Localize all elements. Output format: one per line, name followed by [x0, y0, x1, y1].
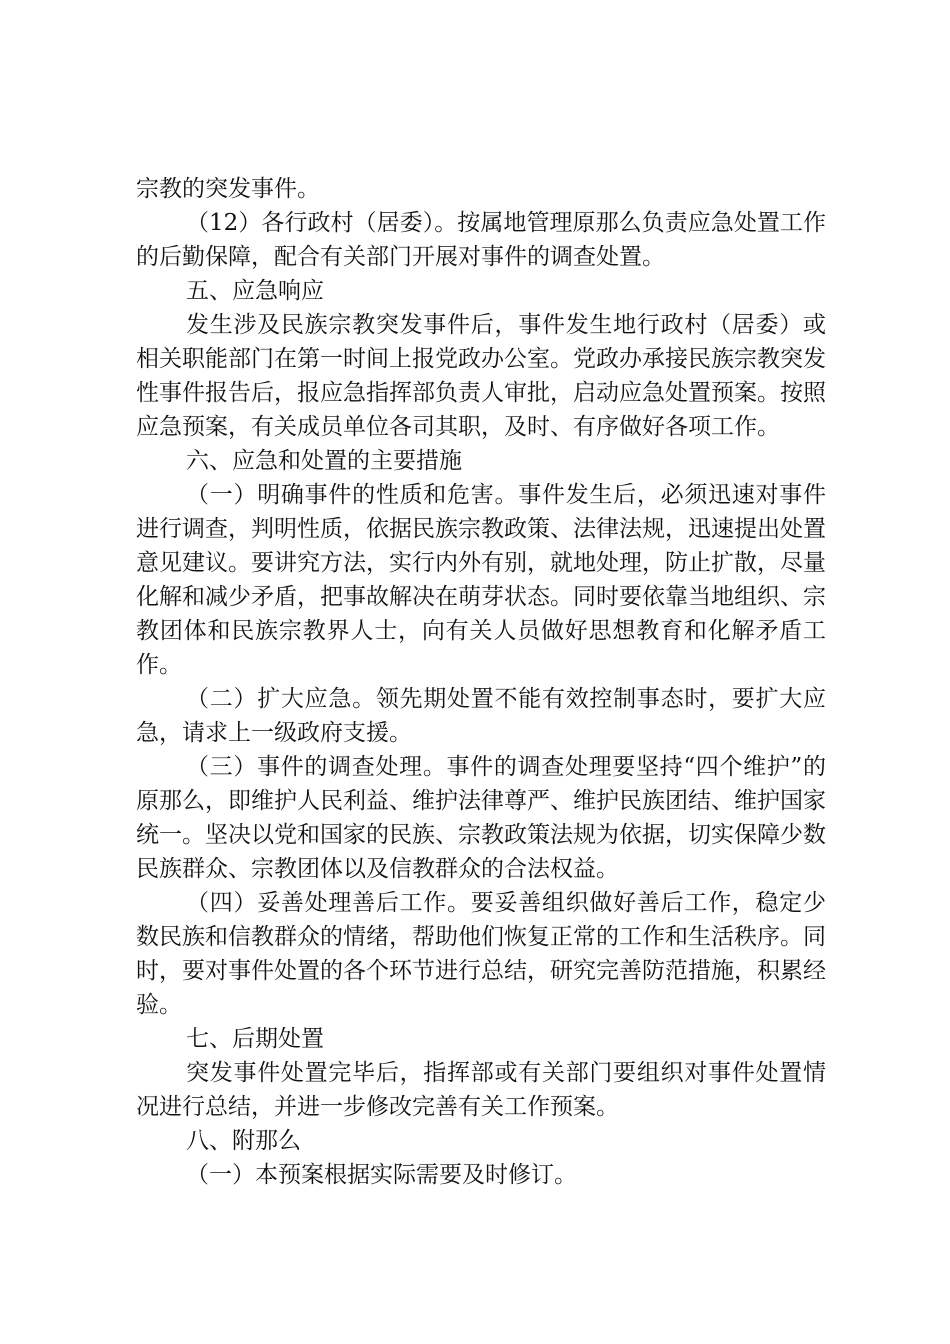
paragraph-measure-3: （三）事件的调查处理。事件的调查处理要坚持“四个维护”的原那么，即维护人民利益、维护法律尊严、维护民族团结、维护国家统一。坚决以党和国家的民族、宗教政策法规为依据，切实保障少数民族群众、宗教团体以及信教群众的合法权益。 [136, 754, 826, 882]
paragraph-appendix-1: （一）本预案根据实际需要及时修订。 [186, 1162, 577, 1188]
paragraph-measure-2: （二）扩大应急。领先期处置不能有效控制事态时，要扩大应急，请求上一级政府支援。 [136, 686, 826, 746]
section-heading-5: 五、应急响应 [186, 278, 324, 304]
paragraph-item-12: （12）各行政村（居委）。按属地管理原那么负责应急处置工作的后勤保障，配合有关部门开展对事件的调查处置。 [136, 210, 826, 270]
paragraph-measure-4: （四）妥善处理善后工作。要妥善组织做好善后工作，稳定少数民族和信教群众的情绪，帮助他们恢复正常的工作和生活秩序。同时，要对事件处置的各个环节进行总结，研究完善防范措施，积累经验。 [136, 890, 826, 1018]
paragraph-measure-1: （一）明确事件的性质和危害。事件发生后，必须迅速对事件进行调查，判明性质，依据民族宗教政策、法律法规，迅速提出处置意见建议。要讲究方法，实行内外有别，就地处理，防止扩散，尽量化解和减少矛盾，把事故解决在萌芽状态。同时要依靠当地组织、宗教团体和民族宗教界人士，向有关人员做好思想教育和化解矛盾工作。 [136, 482, 826, 678]
document-page [136, 172, 826, 1192]
paragraph-post-handling: 突发事件处置完毕后，指挥部或有关部门要组织对事件处置情况进行总结，并进一步修改完善有关工作预案。 [136, 1060, 826, 1120]
section-heading-7: 七、后期处置 [186, 1026, 324, 1052]
section-heading-6: 六、应急和处置的主要措施 [186, 448, 462, 474]
paragraph-continuation: 宗教的突发事件。 [136, 176, 320, 202]
paragraph-emergency-response: 发生涉及民族宗教突发事件后，事件发生地行政村（居委）或相关职能部门在第一时间上报党政办公室。党政办承接民族宗教突发性事件报告后，报应急指挥部负责人审批，启动应急处置预案。按照应急预案，有关成员单位各司其职，及时、有序做好各项工作。 [136, 312, 826, 440]
section-heading-8: 八、附那么 [186, 1128, 301, 1154]
